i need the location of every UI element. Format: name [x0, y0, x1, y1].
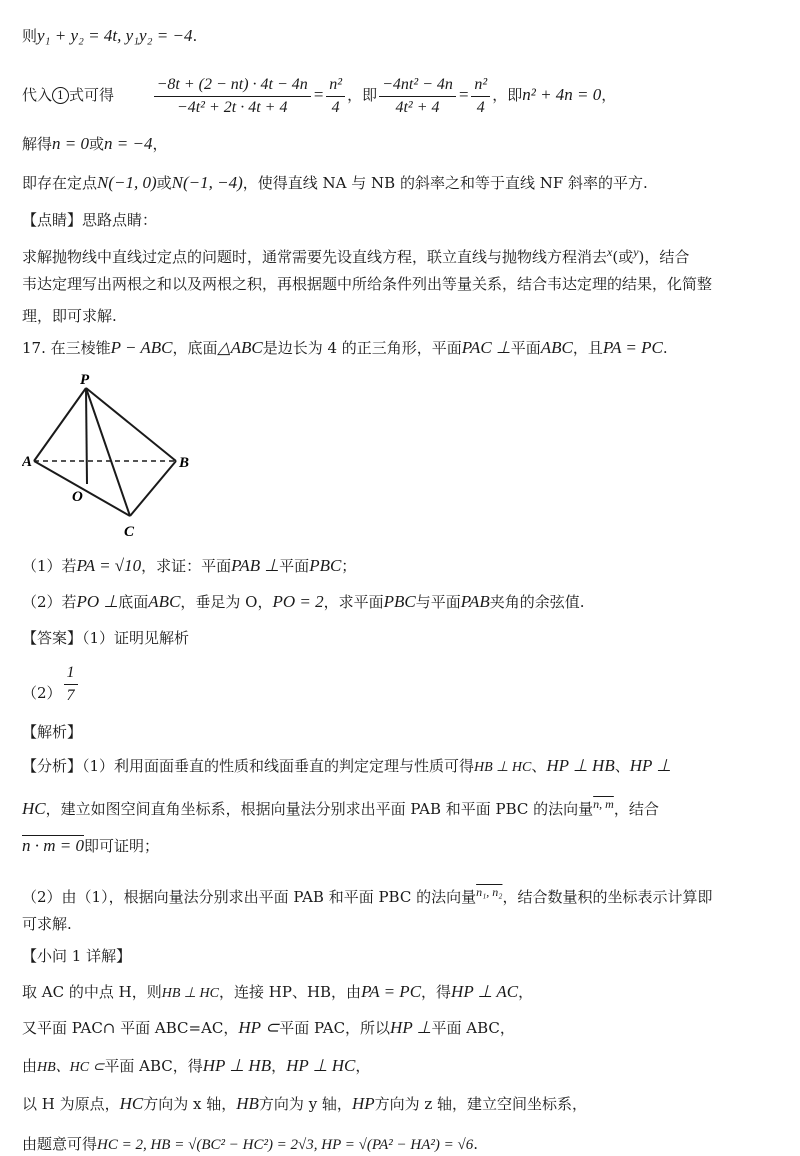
analysis-line-2 — [22, 794, 778, 819]
text: （2）由（1），根据向量法分别求出平面 PAB 和平面 PBC 的法向量 — [22, 888, 477, 906]
math: N(−1, 0) — [97, 173, 157, 192]
text: 则 — [22, 27, 38, 45]
text: 式可得 — [69, 86, 115, 104]
math: ABC — [148, 592, 181, 611]
pyramid-figure — [22, 370, 212, 542]
analysis-line-4 — [22, 882, 778, 907]
text: ，建立如图空间直角坐标系，根据向量法分别求出平面 PAB 和平面 PBC 的法向量 — [45, 800, 594, 818]
line-substitution — [22, 66, 778, 124]
denominator: −4t² + 2t · 4t + 4 — [176, 98, 288, 116]
math: PA = √10 — [76, 556, 142, 575]
text: 求解抛物线中直线过定点的问题时，通常需要先设直线方程，联立直线与抛物线方程消去 — [22, 248, 608, 266]
text: . — [473, 1135, 478, 1153]
numerator: n² — [326, 74, 345, 97]
text: （2） — [22, 684, 62, 702]
text: 平面 ABC， — [431, 1019, 515, 1037]
math: PO = 2 — [272, 592, 324, 611]
label-B: B — [179, 455, 190, 471]
text: ，垂足为 O， — [180, 593, 273, 611]
text: 由题意可得 — [22, 1135, 98, 1153]
analysis-line-3 — [22, 836, 778, 856]
text: 即可证明； — [84, 837, 160, 855]
text: 夹角的余弦值. — [489, 593, 585, 611]
denominator: 7 — [66, 686, 75, 704]
math: PO ⊥ — [76, 592, 119, 611]
text: ，连接 HP、HB，由 — [219, 983, 362, 1001]
fraction-1 — [154, 74, 311, 119]
text: 由 — [22, 1057, 38, 1075]
math: HB ⊥ HC — [474, 760, 532, 775]
denominator: 4 — [331, 98, 340, 116]
text: . — [662, 339, 668, 357]
circled-number: 1 — [52, 87, 69, 104]
edge-PC — [86, 388, 130, 516]
numerator: 1 — [64, 662, 78, 685]
solution-line-5 — [22, 1134, 778, 1155]
note-heading: 【点睛】思路点睛： — [22, 211, 158, 229]
text: 又平面 PAC∩ 平面 ABC=AC， — [22, 1019, 239, 1037]
fraction-3 — [379, 74, 456, 119]
solution-line-4 — [22, 1094, 778, 1114]
label-A: A — [22, 454, 33, 470]
note-line-3: 理，即可求解. — [22, 307, 117, 325]
question-1 — [22, 556, 778, 576]
text: ， — [518, 983, 534, 1001]
text: 17. 在三棱锥 — [22, 339, 111, 357]
math: PBC — [383, 592, 416, 611]
analysis-heading: 【解析】 — [22, 723, 83, 741]
text: （2）若 — [22, 593, 77, 611]
math: PA = PC — [602, 338, 663, 357]
solution-line-3 — [22, 1056, 778, 1078]
math: PAB ⊥ — [231, 556, 280, 575]
fraction-2 — [326, 74, 345, 119]
text: 解得 — [22, 135, 53, 153]
fraction-4 — [471, 74, 490, 119]
text: ； — [341, 557, 357, 575]
math: n = 0 — [52, 134, 89, 153]
math-superscript: y — [633, 245, 639, 259]
math: HP ⊥ AC — [451, 982, 519, 1001]
text: (或 — [612, 248, 634, 266]
text: )，结合 — [638, 248, 690, 266]
text: 、 — [614, 757, 630, 775]
math: ABC — [540, 338, 573, 357]
math: PBC — [309, 556, 342, 575]
text: 与平面 — [415, 593, 461, 611]
math: HP ⊥ HB — [546, 756, 615, 775]
line-vieta — [22, 26, 778, 46]
math: HP ⊥ HC — [286, 1056, 356, 1075]
math: HC — [119, 1094, 144, 1113]
numerator: −8t + (2 − nt) · 4t − 4n — [154, 74, 311, 97]
text: 即存在定点 — [22, 174, 98, 192]
text: （1）若 — [22, 557, 77, 575]
text: 取 AC 的中点 H，则 — [22, 983, 162, 1001]
numerator: −4nt² − 4n — [379, 74, 456, 97]
line-solve — [22, 134, 778, 154]
answer-1: 【答案】（1）证明见解析 — [22, 629, 190, 647]
math-superscript: x — [607, 245, 613, 259]
text: 方向为 x 轴， — [143, 1095, 237, 1113]
analysis-line-1 — [22, 756, 778, 778]
solution-line-2 — [22, 1018, 778, 1038]
solution-line-1 — [22, 982, 778, 1004]
math: HP ⊥ — [390, 1018, 432, 1037]
answer-fraction — [64, 662, 78, 707]
note-line-2: 韦达定理写出两根之和以及两根之积，再根据题中所给条件列出等量关系，结合韦达定理的结果，化简整 — [22, 275, 713, 293]
math: HP ⊂ — [238, 1018, 280, 1037]
math-vectors: n, m — [593, 797, 614, 811]
math: PAB — [460, 592, 490, 611]
math-vieta-relations: y₁ + y₂ = 4t, y₁y₂ = −4 — [37, 26, 193, 45]
math: HC = 2, HB = √(BC² − HC²) = 2√3, HP = √(PA² − HA²) = √6 — [97, 1137, 474, 1153]
text: 【分析】（1）利用面面垂直的性质和线面垂直的判定定理与性质可得 — [22, 757, 475, 775]
text: 方向为 y 轴， — [258, 1095, 352, 1113]
equals-sign: = — [312, 85, 325, 104]
text: ， — [152, 135, 168, 153]
math: HB、HC ⊂ — [37, 1060, 105, 1075]
denominator: 4 — [476, 98, 485, 116]
math: P − ABC — [110, 338, 173, 357]
text: ，使得直线 NA 与 NB 的斜率之和等于直线 NF 斜率的平方. — [242, 174, 648, 192]
text: 平面 — [510, 339, 541, 357]
text: 平面 ABC，得 — [104, 1057, 203, 1075]
text: 方向为 z 轴，建立空间坐标系， — [374, 1095, 588, 1113]
numerator: n² — [471, 74, 490, 97]
equals-sign: = — [457, 85, 470, 104]
question-2 — [22, 592, 778, 612]
note-line-1 — [22, 242, 778, 267]
text: ，即 — [347, 86, 378, 104]
text: ， — [355, 1057, 371, 1075]
text: 、 — [531, 757, 547, 775]
math: PA = PC — [361, 982, 422, 1001]
math: HP ⊥ — [629, 756, 672, 775]
text: ，结合数量积的坐标表示计算即 — [502, 888, 713, 906]
math: HP — [351, 1094, 375, 1113]
problem-17-statement — [22, 338, 778, 358]
text: ，且 — [572, 339, 603, 357]
text: 平面 — [279, 557, 310, 575]
edge-PA — [34, 388, 86, 461]
analysis-line-5: 可求解. — [22, 915, 72, 933]
subquestion-1-heading: 【小问 1 详解】 — [22, 947, 132, 965]
text: . — [192, 27, 198, 45]
math: N(−1, −4) — [171, 173, 243, 192]
text: ，即 — [492, 86, 523, 104]
math: HB ⊥ HC — [161, 986, 220, 1001]
text: 以 H 为原点， — [22, 1095, 120, 1113]
text: ，底面 — [172, 339, 218, 357]
answer-2 — [22, 656, 778, 710]
math: n = −4 — [104, 134, 153, 153]
text: ，结合 — [613, 800, 659, 818]
text: ，求证：平面 — [141, 557, 232, 575]
text: 底面 — [118, 593, 149, 611]
math-vectors: n₁, n₂ — [476, 885, 503, 899]
label-P: P — [80, 372, 90, 388]
line-conclusion — [22, 173, 778, 193]
text: ，求平面 — [323, 593, 384, 611]
text: 或 — [89, 135, 105, 153]
segment-PO — [86, 388, 87, 484]
math-equation: n² + 4n = 0 — [522, 85, 602, 104]
text: ，得 — [421, 983, 452, 1001]
text: 是边长为 4 的正三角形，平面 — [262, 339, 462, 357]
text: ， — [601, 86, 617, 104]
edge-BC — [130, 461, 176, 516]
text: 或 — [156, 174, 172, 192]
label-O: O — [72, 489, 83, 505]
math: △ABC — [217, 338, 263, 357]
math: HB — [236, 1094, 259, 1113]
text: ， — [271, 1057, 287, 1075]
math: PAC ⊥ — [461, 338, 511, 357]
label-C: C — [124, 524, 135, 540]
math: n · m = 0 — [22, 836, 84, 855]
math: HC — [22, 799, 46, 818]
text: 平面 PAC，所以 — [279, 1019, 391, 1037]
denominator: 4t² + 4 — [395, 98, 440, 116]
text: 代入 — [22, 86, 53, 104]
math: HP ⊥ HB — [202, 1056, 272, 1075]
